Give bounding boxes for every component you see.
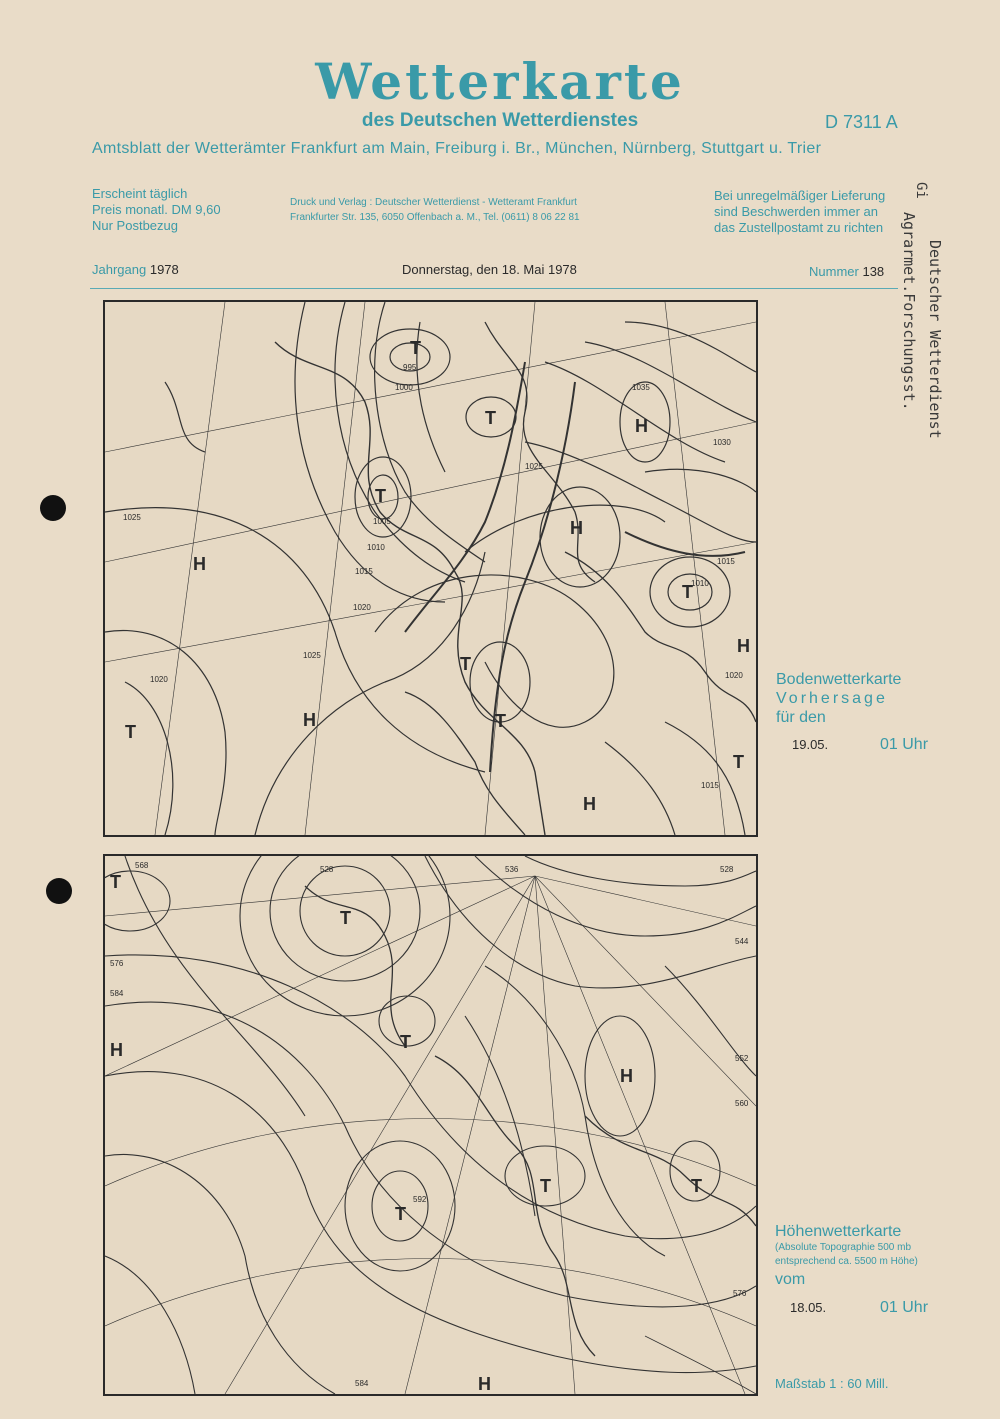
isobar-label: 1020 (353, 603, 371, 612)
low-center-label: T (110, 872, 121, 892)
nummer (809, 264, 884, 280)
map1-date: 19.05. (792, 737, 829, 752)
map2-heading: Höhenwetterkarte (775, 1223, 902, 1240)
high-center-label: H (583, 794, 596, 814)
info-right-line: das Zustellpostamt zu richten (714, 220, 884, 235)
isobar-label: 1025 (525, 462, 543, 471)
map1-caption (776, 670, 901, 727)
page-title: Wetterkarte (315, 52, 685, 111)
info-right-line: Bei unregelmäßiger Lieferung (714, 188, 886, 203)
map2-vom: vom (775, 1271, 806, 1288)
info-center (290, 195, 580, 225)
low-center-label: T (495, 711, 506, 731)
info-center-line: Druck und Verlag : Deutscher Wetterdienst - Wetteramt Frankfurt (290, 197, 577, 208)
punch-hole (40, 495, 66, 521)
stamp-line2: Agrarmet.Forschungsst. (900, 212, 918, 411)
punch-hole (46, 878, 72, 904)
height-label: 528 (720, 865, 734, 874)
height-label: 592 (413, 1195, 427, 1204)
height-label: 576 (110, 959, 124, 968)
surface-weather-map (103, 300, 758, 837)
stamp-line3: Gi (913, 182, 929, 199)
isobar-label: 1035 (632, 383, 650, 392)
height-label: 568 (135, 861, 149, 870)
isobar-label: 995 (403, 363, 417, 372)
low-center-label: T (733, 752, 744, 772)
publication-code: D 7311 A (825, 112, 898, 132)
isobar-label: 1015 (701, 781, 719, 790)
info-right-line: sind Beschwerden immer an (714, 204, 879, 219)
nummer-label: Nummer (809, 264, 859, 279)
info-left-line: Nur Postbezug (92, 218, 178, 233)
high-center-label: H (193, 554, 206, 574)
map2-subcaption (775, 1241, 918, 1269)
nummer-value: 138 (862, 264, 885, 279)
isobar-label: 1005 (373, 517, 391, 526)
low-center-label: T (410, 338, 421, 358)
header-rule (90, 288, 898, 289)
height-label: 584 (110, 989, 124, 998)
height-label: 544 (735, 937, 749, 946)
height-label: 560 (735, 1099, 749, 1108)
upper-map-drawing (105, 856, 756, 1394)
map1-heading: Vorhersage (776, 690, 888, 707)
map1-heading: für den (776, 709, 826, 726)
isobar-label: 1000 (395, 383, 413, 392)
height-label: 584 (355, 1379, 369, 1388)
high-center-label: H (737, 636, 750, 656)
high-center-label: H (110, 1040, 123, 1060)
low-center-label: T (460, 654, 471, 674)
map2-time: 01 Uhr (880, 1299, 929, 1316)
map1-heading: Bodenwetterkarte (776, 671, 902, 688)
low-center-label: T (400, 1032, 411, 1052)
height-label: 576 (733, 1289, 747, 1298)
info-left-line: Erscheint täglich (92, 186, 188, 201)
map2-caption (775, 1222, 901, 1241)
info-left-line: Preis monatl. DM 9,60 (92, 202, 221, 217)
map2-date: 18.05. (790, 1300, 827, 1315)
low-center-label: T (375, 486, 386, 506)
map2-heading: (Absolute Topographie 500 mb (775, 1242, 912, 1253)
info-right (714, 188, 885, 236)
high-center-label: H (303, 710, 316, 730)
isobar-label: 1010 (691, 579, 709, 588)
high-center-label: H (635, 416, 648, 436)
issue-date: Donnerstag, den 18. Mai 1978 (402, 262, 577, 277)
low-center-label: T (682, 582, 693, 602)
high-center-label: H (620, 1066, 633, 1086)
high-center-label: H (478, 1374, 491, 1394)
high-center-label: H (570, 518, 583, 538)
low-center-label: T (485, 408, 496, 428)
amtsblatt-line: Amtsblatt der Wetterämter Frankfurt am Main, Freiburg i. Br., München, Nürnberg, Stuttgart u. Trier (92, 140, 822, 157)
jahrgang (92, 262, 179, 278)
isobar-label: 1020 (150, 675, 168, 684)
info-left (92, 186, 221, 234)
isobar-label: 1025 (123, 513, 141, 522)
jahrgang-label: Jahrgang (92, 262, 147, 277)
low-center-label: T (125, 722, 136, 742)
page-subtitle: des Deutschen Wetterdienstes (361, 110, 639, 131)
height-label: 528 (320, 865, 334, 874)
height-label: 552 (735, 1054, 749, 1063)
map1-time: 01 Uhr (880, 736, 929, 753)
isobar-label: 1015 (717, 557, 735, 566)
surface-map-drawing (105, 302, 756, 835)
isobar-label: 1030 (713, 438, 731, 447)
low-center-label: T (691, 1176, 702, 1196)
height-label: 536 (505, 865, 519, 874)
isobar-label: 1015 (355, 567, 373, 576)
map-scale: Maßstab 1 : 60 Mill. (775, 1376, 889, 1391)
low-center-label: T (340, 908, 351, 928)
low-center-label: T (395, 1204, 406, 1224)
isobar-label: 1020 (725, 671, 743, 680)
upper-air-map (103, 854, 758, 1396)
jahrgang-value: 1978 (149, 262, 179, 277)
stamp-line1: Deutscher Wetterdienst (926, 240, 944, 439)
isobar-label: 1025 (303, 651, 321, 660)
info-center-line: Frankfurter Str. 135, 6050 Offenbach a. M., Tel. (0611) 8 06 22 81 (290, 212, 580, 223)
isobar-label: 1010 (367, 543, 385, 552)
map2-heading: entsprechend ca. 5500 m Höhe) (775, 1256, 918, 1267)
low-center-label: T (540, 1176, 551, 1196)
